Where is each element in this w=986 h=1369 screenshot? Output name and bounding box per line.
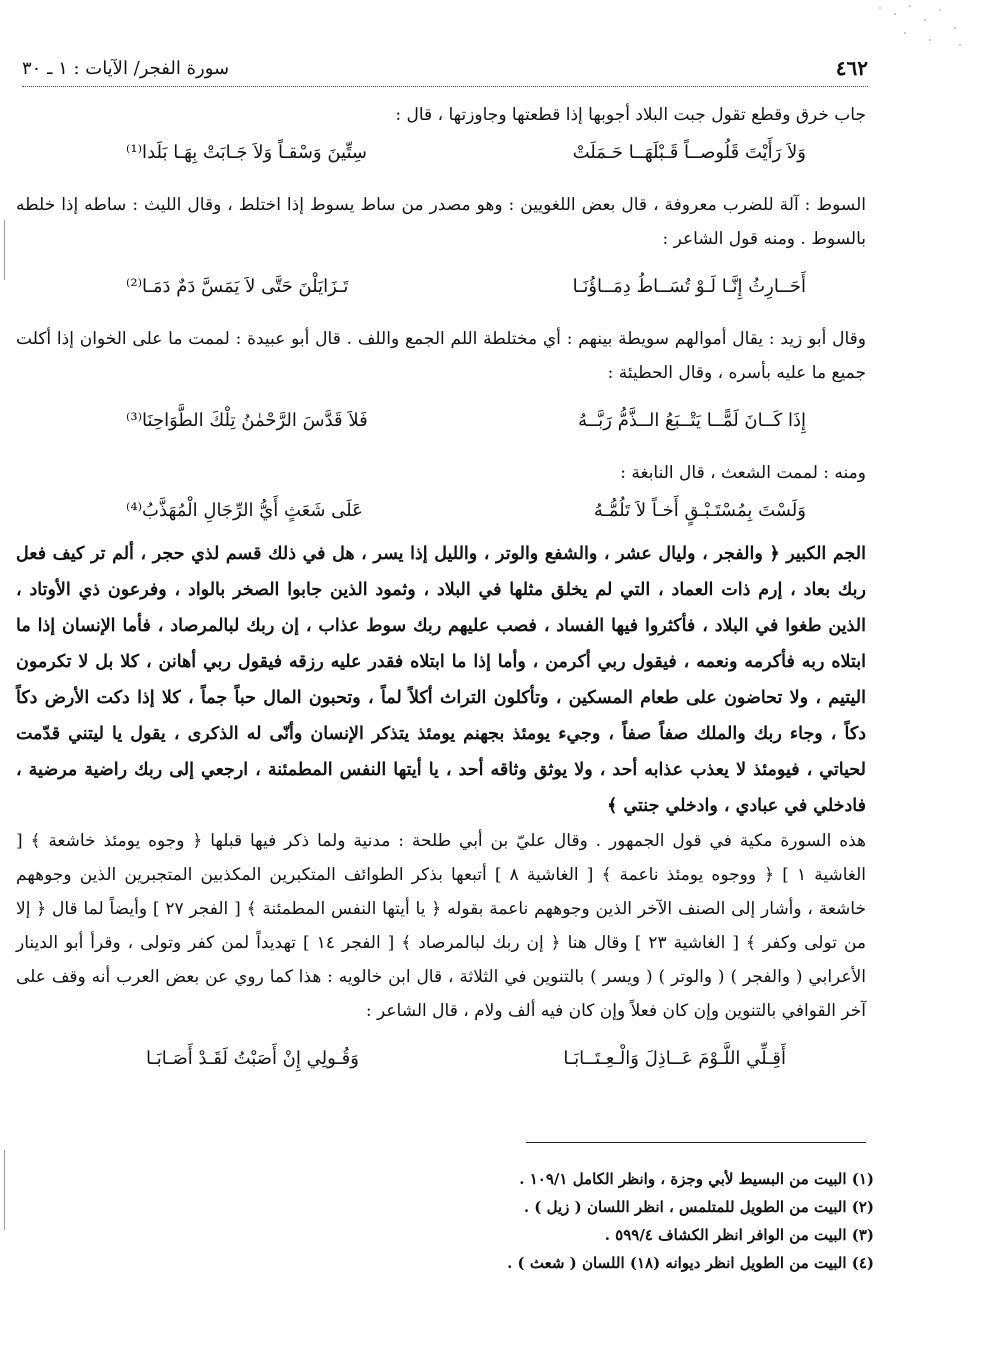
page-header: [22, 50, 868, 87]
footnotes: [374, 1165, 874, 1277]
page-number: ٤٦٢: [835, 56, 868, 80]
verse-hemistich-second: فَلاَ قَدَّسَ الرَّحْمٰنُ تِلْكَ الطَّوَاحِنَا⁽³⁾: [126, 410, 368, 431]
footnote-item: (١) البيت من البسيط لأبي وجزة ، وانظر الكامل ١٠٩/١ .: [519, 1170, 874, 1188]
quran-passage: الجم الكبير ﴿ والفجر ، وليال عشر ، والشفع والوتر ، والليل إذا يسر ، هل في ذلك قسم لذي حجر ، ألم تر كيف فعل ربك بعاد ، إرم ذات العماد ، التي لم يخلق مثلها في البلاد ، وثمود الذين جابوا الصخر بالواد ، وفرعون ذي الأوتاد ، الذين طغوا في البلاد ، فأكثروا فيها الفساد ، فصب عليهم ربك سوط عذاب ، إن ربك لبالمرصاد ، فأما الإنسان إذا ما ابتلاه ربه فأكرمه ونعمه ، فيقول ربي أكرمن ، وأما إذا ما ابتلاه فقدر عليه رزقه فيقول ربي أهانن ، كلا بل لا تكرمون اليتيم ، ولا تحاضون على طعام المسكين ، وتأكلون التراث أكلاً لماً ، وتحبون المال حباً جماً ، كلا إذا دكت الأرض دكاً دكاً ، وجاء ربك والملك صفاً صفاً ، وجيء يومئذ بجهنم يومئذ يتذكر الإنسان وأنّى له الذكرى ، يقول يا ليتني قدّمت لحياتي ، فيومئذ لا يعذب عذابه أحد ، ولا يوثق وثاقه أحد ، يا أيتها النفس المطمئنة ، ارجعي إلى ربك راضية مرضية ، فادخلي في عبادي ، وادخلي جنتي ﴾: [16, 544, 866, 816]
poetry-verse: [16, 1042, 866, 1076]
poetry-verse: [16, 136, 866, 170]
verse-hemistich-second: وَقُـولِي إِنْ أَصَبْتُ لَقَـدْ أَصَـابَـا: [146, 1048, 359, 1069]
poetry-verse: [16, 270, 866, 304]
paragraph: ومنه : لممت الشعث ، قال النابغة :: [620, 463, 866, 483]
verse-hemistich-first: وَلَسْتَ بِمُسْتَـبْـقٍ أَخـاً لاَ تَلُمُّـهُ: [593, 500, 806, 521]
running-title: سورة الفجر/ الآيات : ١ ـ ٣٠: [22, 57, 230, 79]
paragraph: وقال أبو زيد : يقال أموالهم سويطة بينهم : أي مختلطة اللم الجمع واللف . قال أبو عبيدة : لممت ما على الخوان إذا أكلت جميع ما عليه بأسره ، وقال الحطيئة :: [16, 329, 866, 383]
paragraph: السوط : آلة للضرب معروفة ، قال بعض اللغويين : وهو مصدر من ساط يسوط إذا اختلط ، وقال الليث : ساطه إذا خلطه بالسوط . ومنه قول الشاعر :: [16, 195, 866, 249]
verse-hemistich-first: أَقِـلِّي اللَّـوْمَ عَــاذِلَ وَالْـعِـتَــابَـا: [563, 1048, 786, 1069]
verse-hemistich-second: عَلَى شَعَثٍ أَيُّ الرِّجَالِ الْمُهَذَّبُ⁽⁴⁾: [126, 500, 363, 521]
footnote-divider: [526, 1142, 866, 1143]
margin-line: [4, 1150, 5, 1230]
poetry-verse: [16, 494, 866, 528]
page-body: [16, 98, 866, 1084]
footnote-item: (٢) البيت من الطويل للمتلمس ، انظر اللسان ( زيل ) .: [523, 1198, 874, 1216]
commentary-paragraph: هذه السورة مكية في قول الجمهور . وقال عليّ بن أبي طلحة : مدنية ولما ذكر فيها قبلها ﴿ وجوه يومئذ خاشعة ﴾ [ الغاشية ١ ] ﴿ ووجوه يومئذ ناعمة ﴾ [ الغاشية ٨ ] أتبعها بذكر الطوائف المتكبرين المكذبين المتجبرين الذين وجوههم خاشعة ، وأشار إلى الصنف الآخر الذين وجوههم ناعمة بقوله ﴿ يا أيتها النفس المطمئنة ﴾ [ الفجر ٢٧ ] وأيضاً لما قال ﴿ إلا من تولى وكفر ﴾ [ الغاشية ٢٣ ] وقال هنا ﴿ إن ربك لبالمرصاد ﴾ [ الفجر ١٤ ] تهديداً لمن كفر وتولى ، وقرأ أبو الدينار الأعرابي ( والفجر ) ( والوتر ) ( ويسر ) بالتنوين في الثلاثة ، قال ابن خالويه : هذا كما روي عن بعض العرب أنه وقف على آخر القوافي بالتنوين وإن كان فعلاً وإن كان فيه ألف ولام ، قال الشاعر :: [16, 831, 866, 1021]
verse-hemistich-first: أَحَــارِثُ إِنَّـا لَـوْ تُسَــاطُ دِمَــاؤُنَـا: [572, 276, 806, 297]
verse-hemistich-first: إِذَا كَــانَ لَمًّــا يَتْــبَعُ الــذَّمُّ رَبَّــهُ: [578, 410, 806, 431]
verse-hemistich-first: وَلاَ رَأَيْتَ قَلُوصــاً قَـبْلَهَــا حَـمَلَتْ: [572, 142, 806, 163]
verse-hemistich-second: تَـزَايَلْنَ حَتَّى لاَ يَمَسَّ دَمٌ دَمَـا⁽²⁾: [126, 276, 349, 297]
verse-hemistich-second: سِتِّينَ وَسْقـاً وَلاَ جَـابَتْ بِهَـا بَلَدا⁽¹⁾: [126, 142, 367, 163]
footnote-item: (٣) البيت من الوافر انظر الكشاف ٥٩٩/٤ .: [604, 1226, 874, 1244]
paragraph: جاب خرق وقطع تقول جبت البلاد أجوبها إذا قطعتها وجاوزتها ، قال :: [395, 105, 866, 125]
poetry-verse: [16, 404, 866, 438]
footnote-item: (٤) البيت من الطويل انظر ديوانه (١٨) اللسان ( شعث ) .: [507, 1254, 874, 1272]
margin-line: [4, 220, 5, 280]
